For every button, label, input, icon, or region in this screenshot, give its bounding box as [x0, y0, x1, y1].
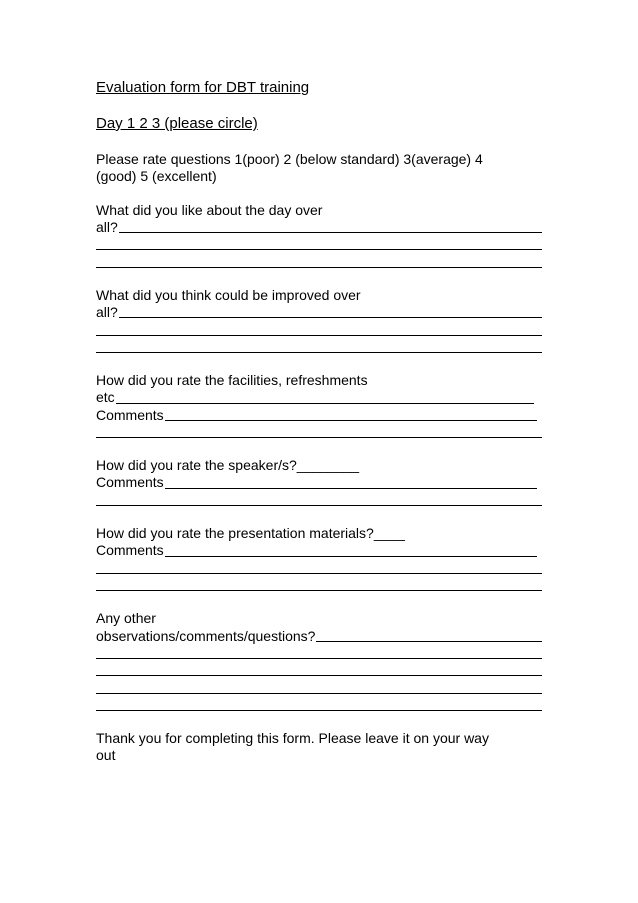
question-improved-label-end: all?: [96, 304, 118, 321]
closing-note-line-1: Thank you for completing this form. Please leave it on your way: [96, 730, 489, 747]
question-facilities-answer-line-2[interactable]: [96, 424, 542, 441]
question-speaker-comments-line[interactable]: [96, 474, 537, 491]
question-speaker-label: How did you rate the speaker/s?________: [96, 457, 360, 474]
question-improved-answer-line-3[interactable]: [96, 339, 542, 356]
question-liked-answer-line-2[interactable]: [96, 236, 542, 253]
closing-note-line-2: out: [96, 747, 116, 764]
form-title: Evaluation form for DBT training: [96, 79, 310, 96]
question-liked-label: What did you like about the day over: [96, 201, 323, 218]
rating-instructions-line-2: (good) 5 (excellent): [96, 168, 217, 185]
question-facilities-label-end: etc: [96, 389, 115, 406]
question-speaker-comments-label: Comments: [96, 474, 164, 491]
question-other-answer-line-1[interactable]: [96, 628, 542, 645]
question-liked-label-end: all?: [96, 218, 118, 235]
question-materials-answer-line-3[interactable]: [96, 577, 542, 594]
question-other-answer-line-2[interactable]: [96, 645, 542, 662]
question-other-label: Any other: [96, 610, 156, 627]
question-facilities-comments-line[interactable]: [96, 407, 537, 424]
question-other-answer-line-4[interactable]: [96, 679, 542, 696]
question-facilities-answer-line[interactable]: [96, 389, 534, 406]
question-improved-answer-line-2[interactable]: [96, 321, 542, 338]
question-improved-label: What did you think could be improved over: [96, 286, 361, 303]
question-other-answer-line-5[interactable]: [96, 697, 542, 714]
rating-instructions-line-1: Please rate questions 1(poor) 2 (below standard) 3(average) 4: [96, 151, 483, 167]
question-facilities-label: How did you rate the facilities, refreshments: [96, 371, 368, 388]
question-facilities-comments-label: Comments: [96, 406, 164, 423]
question-other-label-end: observations/comments/questions?: [96, 627, 316, 644]
form-content: [96, 79, 542, 765]
question-liked-answer-line-3[interactable]: [96, 253, 542, 270]
question-materials-label: How did you rate the presentation materials?____: [96, 525, 405, 542]
question-liked-answer-line-1[interactable]: [96, 219, 542, 236]
day-selection: Day 1 2 3 (please circle): [96, 115, 258, 132]
question-improved-answer-line-1[interactable]: [96, 304, 542, 321]
question-materials-comments-label: Comments: [96, 542, 164, 559]
question-speaker-answer-line-2[interactable]: [96, 492, 542, 509]
question-materials-comments-line[interactable]: [96, 542, 537, 559]
question-other-answer-line-3[interactable]: [96, 662, 542, 679]
question-materials-answer-line-2[interactable]: [96, 560, 542, 577]
